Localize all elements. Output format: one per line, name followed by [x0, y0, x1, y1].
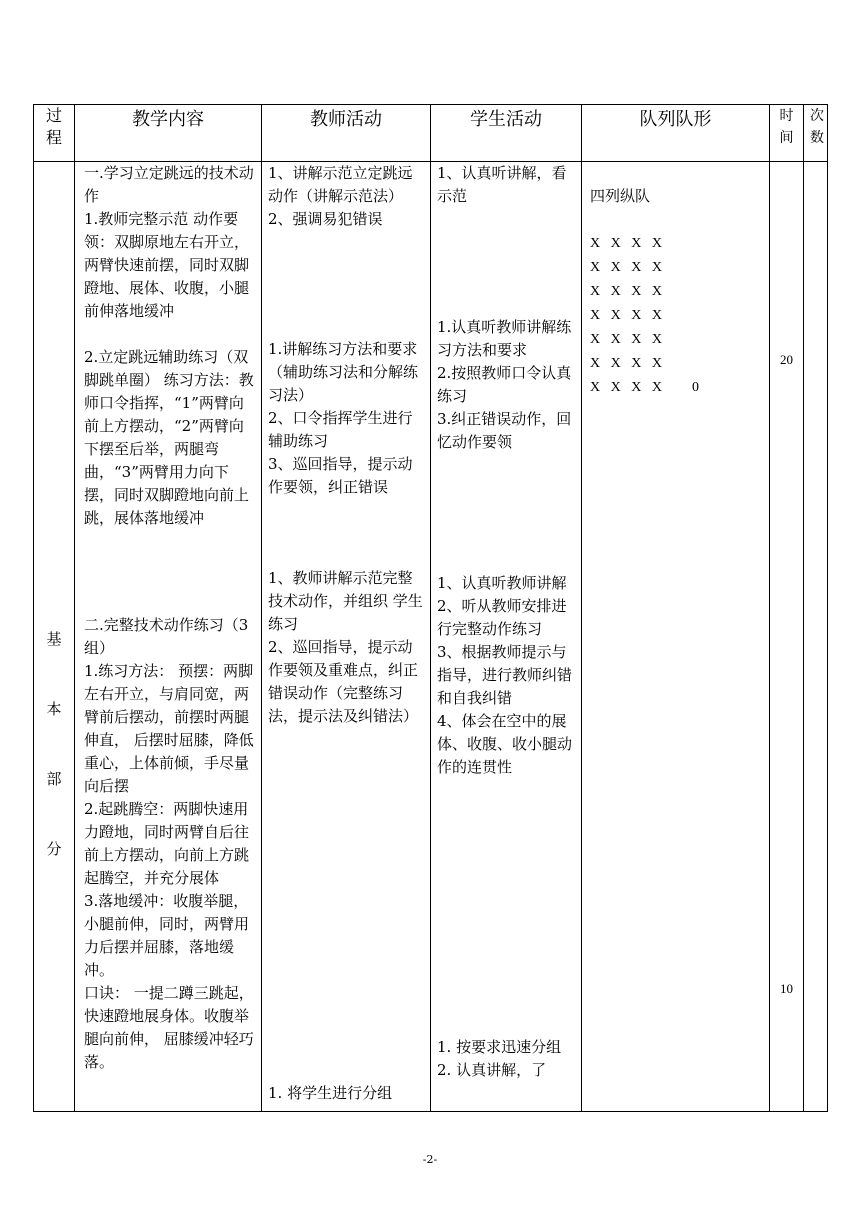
lesson-plan-table — [33, 104, 828, 1112]
formation-row: X X X X — [590, 308, 662, 323]
section-char-1: 基 — [46, 630, 62, 648]
header-count: 次数 — [804, 105, 828, 162]
teacher-block-1: 1、讲解示范立定跳远动作（讲解示范法） 2、强调易犯错误 — [268, 164, 413, 228]
formation-title: 四列纵队 — [590, 187, 651, 205]
header-row — [34, 105, 828, 162]
student-block-3: 1、认真听教师讲解 2、听从教师安排进行完整动作练习 3、根据教师提示与指导，进行教师纠错和自我纠错 4、体会在空中的展体、收腹、收小腿动作的连贯性 — [437, 574, 573, 776]
student-block-1: 1、认真听讲解，看示范 — [437, 164, 567, 205]
content-cell — [75, 162, 262, 1112]
header-time: 时间 — [770, 105, 804, 162]
body-row — [34, 162, 828, 1112]
formation-row: X X X X — [590, 236, 662, 251]
content-block-2: 2.立定跳远辅助练习（双脚跳单圈） 练习方法：教师口令指挥，“1”两臂向前上方摆动，“2”两臂向下摆至后举，两腿弯曲，“3”两臂用力向下摆，同时双脚蹬地向前上跳，展体落地缓冲 — [84, 348, 254, 527]
content-block-1: 一.学习立定跳远的技术动作 1.教师完整示范 动作要领：双脚原地左右开立，两臂快速前摆，同时双脚蹬地、展体、收腹，小腿前伸落地缓冲 — [84, 164, 254, 320]
header-process: 过程 — [34, 105, 75, 162]
student-block-2: 1.认真听教师讲解练习方法和要求 2.按照教师口令认真练习 3.纠正错误动作，回忆动作要领 — [437, 318, 572, 451]
formation-row: X X X X — [590, 332, 662, 347]
teacher-block-2: 1.讲解练习方法和要求 （辅助练习法和分解练习法） 2、口令指挥学生进行辅助练习 3、巡回指导，提示动作要领，纠正错误 — [268, 340, 419, 496]
teacher-block-4: 1. 将学生进行分组 — [268, 1084, 393, 1102]
time-value-2: 10 — [780, 981, 793, 996]
formation-row: X X X X — [590, 260, 662, 275]
student-cell — [431, 162, 582, 1112]
header-student: 学生活动 — [431, 105, 582, 162]
student-block-4: 1. 按要求迅速分组 2. 认真讲解，了 — [437, 1038, 562, 1079]
time-cell — [770, 162, 804, 1112]
formation-row: X X X X — [590, 284, 662, 299]
header-teacher: 教师活动 — [262, 105, 431, 162]
section-char-3: 部 — [46, 770, 62, 788]
count-cell — [804, 162, 828, 1112]
teacher-block-3: 1、教师讲解示范完整技术动作，并组织 学生练习 2、巡回指导，提示动作要领及重难点，纠正错误动作（完整练习法，提示法及纠错法） — [268, 569, 423, 725]
page-number: -2- — [422, 1153, 438, 1166]
formation-diagram — [590, 162, 765, 422]
section-char-2: 本 — [46, 700, 62, 718]
content-block-3: 二.完整技术动作练习（3组） 1.练习方法： 预摆：两脚左右开立，与肩同宽，两臂前后摆动，前摆时两腿伸直， 后摆时屈膝，降低重心，上体前倾，手尽量向后摆 2.起跳腾空：两脚快速用力蹬地，同时两臂自后往前上方摆动，向前上方跳起腾空，并充分展体 3.落地缓冲：收腹举腿，小腿前伸，同时，两臂用力后摆并屈膝，落地缓冲。 口诀： 一提二蹲三跳起，快速蹬地展身体。收腹举腿向前伸， 屈膝缓冲轻巧落。 — [84, 616, 254, 1071]
header-content: 教学内容 — [75, 105, 262, 162]
section-char-4: 分 — [46, 840, 62, 858]
formation-rows — [590, 231, 765, 399]
section-cell — [34, 162, 75, 1112]
teacher-cell — [262, 162, 431, 1112]
time-value-1: 20 — [780, 352, 793, 367]
teacher-mark: 0 — [691, 380, 699, 395]
formation-row: X X X X — [590, 356, 662, 371]
formation-row: X X X X 0 — [590, 380, 699, 395]
header-formation: 队列队形 — [582, 105, 770, 162]
formation-cell — [582, 162, 770, 1112]
